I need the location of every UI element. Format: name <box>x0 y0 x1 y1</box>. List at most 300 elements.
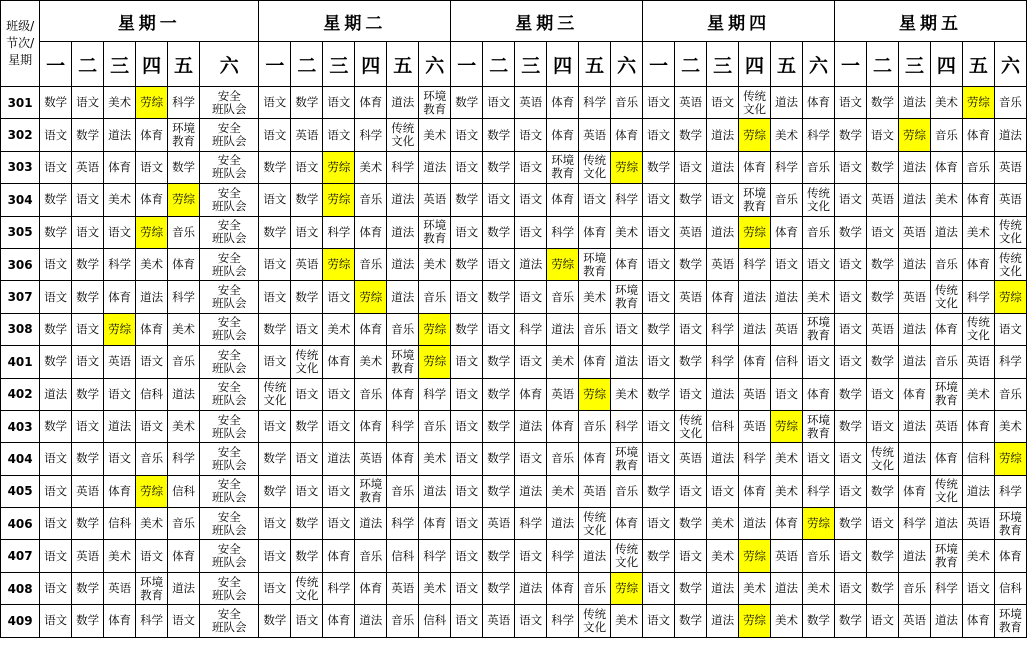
table-row <box>1 248 1027 280</box>
subject-cell: 英语 <box>72 151 104 183</box>
subject-cell: 体育 <box>136 184 168 216</box>
subject-cell: 语文 <box>867 605 899 637</box>
subject-cell: 语文 <box>136 410 168 442</box>
subject-cell: 劳综 <box>136 87 168 119</box>
subject-cell: 劳综 <box>898 119 930 151</box>
subject-cell: 美术 <box>419 248 451 280</box>
subject-cell: 数学 <box>72 443 104 475</box>
subject-cell: 科学 <box>803 119 835 151</box>
class-number: 305 <box>1 216 40 248</box>
subject-cell: 语文 <box>771 378 803 410</box>
subject-cell: 体育 <box>579 443 611 475</box>
subject-cell: 语文 <box>259 508 291 540</box>
subject-cell: 美术 <box>419 572 451 604</box>
period-header: 一 <box>259 42 291 87</box>
subject-cell: 语文 <box>643 87 675 119</box>
subject-cell: 语文 <box>136 540 168 572</box>
subject-cell: 数学 <box>643 313 675 345</box>
subject-cell: 语文 <box>643 572 675 604</box>
subject-cell: 语文 <box>40 151 72 183</box>
period-header: 五 <box>387 42 419 87</box>
subject-cell: 英语 <box>675 216 707 248</box>
subject-cell: 数学 <box>40 216 72 248</box>
subject-cell: 音乐 <box>355 248 387 280</box>
subject-cell: 语文 <box>104 443 136 475</box>
subject-cell: 体育 <box>547 119 579 151</box>
subject-cell: 语文 <box>451 605 483 637</box>
period-header: 六 <box>200 42 259 87</box>
subject-cell: 语文 <box>104 216 136 248</box>
subject-cell: 科学 <box>739 443 771 475</box>
subject-cell: 语文 <box>451 540 483 572</box>
subject-cell: 数学 <box>675 119 707 151</box>
subject-cell: 数学 <box>291 87 323 119</box>
subject-cell: 音乐 <box>547 443 579 475</box>
subject-cell: 音乐 <box>803 216 835 248</box>
period-header: 三 <box>898 42 930 87</box>
subject-cell: 语文 <box>579 184 611 216</box>
period-header-row <box>1 42 1027 87</box>
subject-cell: 语文 <box>803 443 835 475</box>
subject-cell: 语文 <box>707 184 739 216</box>
subject-cell: 体育 <box>168 540 200 572</box>
period-header: 四 <box>930 42 962 87</box>
subject-cell: 科学 <box>547 216 579 248</box>
subject-cell: 劳综 <box>579 378 611 410</box>
day-header-row <box>1 1 1027 42</box>
subject-cell: 语文 <box>291 313 323 345</box>
subject-cell: 语文 <box>72 346 104 378</box>
subject-cell: 语文 <box>803 248 835 280</box>
period-header: 三 <box>323 42 355 87</box>
subject-cell: 英语 <box>355 443 387 475</box>
subject-cell: 语文 <box>259 248 291 280</box>
subject-cell: 体育 <box>323 605 355 637</box>
class-number: 304 <box>1 184 40 216</box>
subject-cell: 数学 <box>835 605 867 637</box>
subject-cell: 语文 <box>259 346 291 378</box>
subject-cell: 语文 <box>451 572 483 604</box>
period-header: 三 <box>515 42 547 87</box>
subject-cell: 语文 <box>40 281 72 313</box>
subject-cell: 语文 <box>675 540 707 572</box>
subject-cell: 语文 <box>803 346 835 378</box>
subject-cell: 科学 <box>168 443 200 475</box>
subject-cell: 语文 <box>707 87 739 119</box>
subject-cell: 英语 <box>994 184 1026 216</box>
subject-cell: 道法 <box>739 313 771 345</box>
subject-cell: 数学 <box>483 572 515 604</box>
subject-cell: 语文 <box>40 508 72 540</box>
table-row <box>1 378 1027 410</box>
day-header: 星期三 <box>451 1 643 42</box>
subject-cell: 科学 <box>739 248 771 280</box>
subject-cell: 安全 班队会 <box>200 346 259 378</box>
subject-cell: 英语 <box>867 313 899 345</box>
subject-cell: 语文 <box>451 216 483 248</box>
subject-cell: 科学 <box>515 313 547 345</box>
subject-cell: 信科 <box>962 443 994 475</box>
subject-cell: 音乐 <box>930 346 962 378</box>
subject-cell: 科学 <box>419 378 451 410</box>
table-row <box>1 313 1027 345</box>
subject-cell: 体育 <box>579 216 611 248</box>
subject-cell: 语文 <box>259 572 291 604</box>
subject-cell: 科学 <box>355 119 387 151</box>
subject-cell: 英语 <box>962 508 994 540</box>
subject-cell: 语文 <box>259 540 291 572</box>
subject-cell: 数学 <box>867 346 899 378</box>
table-row <box>1 443 1027 475</box>
subject-cell: 传统 文化 <box>930 281 962 313</box>
subject-cell: 语文 <box>707 475 739 507</box>
subject-cell: 数学 <box>675 572 707 604</box>
subject-cell: 数学 <box>291 508 323 540</box>
subject-cell: 语文 <box>259 410 291 442</box>
subject-cell: 信科 <box>419 605 451 637</box>
subject-cell: 数学 <box>675 605 707 637</box>
subject-cell: 体育 <box>104 281 136 313</box>
subject-cell: 英语 <box>675 443 707 475</box>
subject-cell: 英语 <box>104 572 136 604</box>
subject-cell: 语文 <box>291 216 323 248</box>
subject-cell: 体育 <box>803 87 835 119</box>
subject-cell: 美术 <box>771 605 803 637</box>
subject-cell: 传统 文化 <box>867 443 899 475</box>
subject-cell: 音乐 <box>611 87 643 119</box>
subject-cell: 环境 教育 <box>803 313 835 345</box>
subject-cell: 科学 <box>419 540 451 572</box>
subject-cell: 劳综 <box>104 313 136 345</box>
subject-cell: 道法 <box>168 378 200 410</box>
subject-cell: 道法 <box>994 119 1026 151</box>
subject-cell: 体育 <box>104 151 136 183</box>
subject-cell: 体育 <box>419 508 451 540</box>
subject-cell: 音乐 <box>168 508 200 540</box>
subject-cell: 音乐 <box>387 605 419 637</box>
subject-cell: 劳综 <box>611 151 643 183</box>
subject-cell: 数学 <box>40 410 72 442</box>
subject-cell: 英语 <box>579 475 611 507</box>
subject-cell: 体育 <box>611 119 643 151</box>
subject-cell: 环境 教育 <box>930 540 962 572</box>
subject-cell: 体育 <box>387 443 419 475</box>
subject-cell: 数学 <box>643 151 675 183</box>
subject-cell: 劳综 <box>771 410 803 442</box>
subject-cell: 信科 <box>387 540 419 572</box>
subject-cell: 语文 <box>867 378 899 410</box>
subject-cell: 科学 <box>579 87 611 119</box>
period-header: 一 <box>835 42 867 87</box>
subject-cell: 科学 <box>168 87 200 119</box>
subject-cell: 数学 <box>72 378 104 410</box>
subject-cell: 数学 <box>451 87 483 119</box>
period-header: 四 <box>355 42 387 87</box>
subject-cell: 体育 <box>898 378 930 410</box>
subject-cell: 美术 <box>739 572 771 604</box>
subject-cell: 信科 <box>994 572 1026 604</box>
subject-cell: 数学 <box>483 410 515 442</box>
subject-cell: 数学 <box>259 605 291 637</box>
subject-cell: 英语 <box>739 410 771 442</box>
subject-cell: 语文 <box>835 475 867 507</box>
subject-cell: 语文 <box>451 443 483 475</box>
subject-cell: 美术 <box>168 313 200 345</box>
subject-cell: 传统 文化 <box>739 87 771 119</box>
subject-cell: 音乐 <box>355 378 387 410</box>
subject-cell: 道法 <box>547 508 579 540</box>
subject-cell: 环境 教育 <box>419 216 451 248</box>
subject-cell: 科学 <box>104 248 136 280</box>
class-number: 405 <box>1 475 40 507</box>
subject-cell: 美术 <box>962 540 994 572</box>
subject-cell: 语文 <box>40 572 72 604</box>
subject-cell: 劳综 <box>168 184 200 216</box>
subject-cell: 信科 <box>771 346 803 378</box>
subject-cell: 语文 <box>515 119 547 151</box>
period-header: 三 <box>707 42 739 87</box>
subject-cell: 语文 <box>675 151 707 183</box>
subject-cell: 数学 <box>483 119 515 151</box>
subject-cell: 体育 <box>739 475 771 507</box>
subject-cell: 美术 <box>419 443 451 475</box>
subject-cell: 美术 <box>419 119 451 151</box>
subject-cell: 数学 <box>867 248 899 280</box>
subject-cell: 数学 <box>867 572 899 604</box>
subject-cell: 音乐 <box>168 216 200 248</box>
subject-cell: 美术 <box>803 572 835 604</box>
subject-cell: 英语 <box>547 378 579 410</box>
subject-cell: 数学 <box>643 475 675 507</box>
period-header: 六 <box>994 42 1026 87</box>
subject-cell: 语文 <box>291 378 323 410</box>
subject-cell: 道法 <box>707 216 739 248</box>
subject-cell: 美术 <box>547 475 579 507</box>
subject-cell: 音乐 <box>355 184 387 216</box>
subject-cell: 语文 <box>515 443 547 475</box>
period-header: 五 <box>962 42 994 87</box>
subject-cell: 环境 教育 <box>579 248 611 280</box>
subject-cell: 劳综 <box>962 87 994 119</box>
class-number: 406 <box>1 508 40 540</box>
subject-cell: 环境 教育 <box>168 119 200 151</box>
period-header: 六 <box>419 42 451 87</box>
subject-cell: 体育 <box>104 605 136 637</box>
subject-cell: 体育 <box>707 281 739 313</box>
subject-cell: 数学 <box>291 540 323 572</box>
subject-cell: 语文 <box>643 184 675 216</box>
subject-cell: 道法 <box>739 508 771 540</box>
subject-cell: 语文 <box>72 216 104 248</box>
subject-cell: 科学 <box>136 605 168 637</box>
class-number: 401 <box>1 346 40 378</box>
subject-cell: 美术 <box>104 540 136 572</box>
period-header: 二 <box>675 42 707 87</box>
subject-cell: 信科 <box>136 378 168 410</box>
day-header: 星期一 <box>40 1 259 42</box>
subject-cell: 音乐 <box>547 281 579 313</box>
subject-cell: 道法 <box>771 572 803 604</box>
subject-cell: 语文 <box>643 119 675 151</box>
subject-cell: 语文 <box>72 87 104 119</box>
subject-cell: 语文 <box>643 443 675 475</box>
subject-cell: 体育 <box>962 410 994 442</box>
subject-cell: 数学 <box>259 475 291 507</box>
subject-cell: 数学 <box>483 443 515 475</box>
subject-cell: 语文 <box>675 313 707 345</box>
class-number: 301 <box>1 87 40 119</box>
subject-cell: 英语 <box>739 378 771 410</box>
subject-cell: 美术 <box>771 119 803 151</box>
period-header: 三 <box>104 42 136 87</box>
subject-cell: 数学 <box>867 475 899 507</box>
subject-cell: 语文 <box>867 410 899 442</box>
subject-cell: 数学 <box>675 508 707 540</box>
subject-cell: 劳综 <box>136 475 168 507</box>
subject-cell: 语文 <box>643 248 675 280</box>
class-number: 404 <box>1 443 40 475</box>
subject-cell: 传统 文化 <box>803 184 835 216</box>
subject-cell: 美术 <box>994 410 1026 442</box>
table-row <box>1 410 1027 442</box>
period-header: 六 <box>611 42 643 87</box>
subject-cell: 数学 <box>483 151 515 183</box>
subject-cell: 科学 <box>803 475 835 507</box>
subject-cell: 劳综 <box>547 248 579 280</box>
subject-cell: 道法 <box>515 248 547 280</box>
subject-cell: 语文 <box>643 605 675 637</box>
subject-cell: 科学 <box>387 508 419 540</box>
subject-cell: 语文 <box>323 281 355 313</box>
subject-cell: 道法 <box>611 346 643 378</box>
subject-cell: 数学 <box>835 378 867 410</box>
subject-cell: 语文 <box>643 281 675 313</box>
subject-cell: 环境 教育 <box>611 443 643 475</box>
subject-cell: 语文 <box>40 443 72 475</box>
subject-cell: 环境 教育 <box>803 410 835 442</box>
subject-cell: 语文 <box>835 87 867 119</box>
subject-cell: 道法 <box>387 216 419 248</box>
subject-cell: 语文 <box>323 475 355 507</box>
subject-cell: 语文 <box>771 248 803 280</box>
period-header: 二 <box>72 42 104 87</box>
subject-cell: 道法 <box>707 443 739 475</box>
subject-cell: 音乐 <box>579 410 611 442</box>
subject-cell: 语文 <box>259 281 291 313</box>
subject-cell: 传统 文化 <box>579 605 611 637</box>
subject-cell: 安全 班队会 <box>200 475 259 507</box>
subject-cell: 数学 <box>835 508 867 540</box>
subject-cell: 语文 <box>40 248 72 280</box>
subject-cell: 体育 <box>930 443 962 475</box>
subject-cell: 科学 <box>898 508 930 540</box>
subject-cell: 科学 <box>611 184 643 216</box>
period-header: 一 <box>40 42 72 87</box>
subject-cell: 英语 <box>898 216 930 248</box>
subject-cell: 体育 <box>930 313 962 345</box>
subject-cell: 数学 <box>168 151 200 183</box>
subject-cell: 道法 <box>104 119 136 151</box>
subject-cell: 传统 文化 <box>611 540 643 572</box>
subject-cell: 劳综 <box>419 346 451 378</box>
subject-cell: 英语 <box>675 87 707 119</box>
subject-cell: 语文 <box>291 151 323 183</box>
subject-cell: 环境 教育 <box>136 572 168 604</box>
subject-cell: 传统 文化 <box>291 346 323 378</box>
subject-cell: 音乐 <box>355 540 387 572</box>
subject-cell: 道法 <box>355 508 387 540</box>
subject-cell: 信科 <box>707 410 739 442</box>
subject-cell: 体育 <box>515 378 547 410</box>
subject-cell: 音乐 <box>803 540 835 572</box>
subject-cell: 传统 文化 <box>291 572 323 604</box>
subject-cell: 安全 班队会 <box>200 540 259 572</box>
subject-cell: 道法 <box>771 87 803 119</box>
subject-cell: 语文 <box>451 151 483 183</box>
subject-cell: 道法 <box>707 119 739 151</box>
subject-cell: 语文 <box>515 281 547 313</box>
subject-cell: 传统 文化 <box>387 119 419 151</box>
subject-cell: 道法 <box>930 508 962 540</box>
subject-cell: 安全 班队会 <box>200 410 259 442</box>
subject-cell: 道法 <box>419 475 451 507</box>
subject-cell: 道法 <box>898 540 930 572</box>
subject-cell: 体育 <box>387 378 419 410</box>
subject-cell: 劳综 <box>994 281 1026 313</box>
subject-cell: 音乐 <box>419 281 451 313</box>
subject-cell: 语文 <box>515 184 547 216</box>
subject-cell: 英语 <box>707 248 739 280</box>
subject-cell: 语文 <box>451 475 483 507</box>
subject-cell: 科学 <box>387 410 419 442</box>
subject-cell: 音乐 <box>994 87 1026 119</box>
subject-cell: 道法 <box>707 378 739 410</box>
subject-cell: 语文 <box>483 313 515 345</box>
period-header: 四 <box>136 42 168 87</box>
subject-cell: 科学 <box>323 216 355 248</box>
subject-cell: 英语 <box>930 410 962 442</box>
subject-cell: 传统 文化 <box>675 410 707 442</box>
table-row <box>1 540 1027 572</box>
subject-cell: 信科 <box>168 475 200 507</box>
subject-cell: 数学 <box>259 216 291 248</box>
subject-cell: 语文 <box>962 572 994 604</box>
period-header: 五 <box>579 42 611 87</box>
subject-cell: 安全 班队会 <box>200 378 259 410</box>
subject-cell: 美术 <box>355 346 387 378</box>
subject-cell: 英语 <box>898 605 930 637</box>
subject-cell: 数学 <box>40 184 72 216</box>
subject-cell: 体育 <box>962 184 994 216</box>
subject-cell: 语文 <box>835 540 867 572</box>
subject-cell: 道法 <box>930 216 962 248</box>
subject-cell: 美术 <box>104 184 136 216</box>
subject-cell: 体育 <box>168 248 200 280</box>
subject-cell: 英语 <box>675 281 707 313</box>
subject-cell: 信科 <box>104 508 136 540</box>
subject-cell: 数学 <box>867 540 899 572</box>
subject-cell: 劳综 <box>611 572 643 604</box>
table-row <box>1 151 1027 183</box>
subject-cell: 美术 <box>930 184 962 216</box>
subject-cell: 语文 <box>835 248 867 280</box>
subject-cell: 语文 <box>611 313 643 345</box>
subject-cell: 道法 <box>898 248 930 280</box>
subject-cell: 道法 <box>898 410 930 442</box>
subject-cell: 传统 文化 <box>994 216 1026 248</box>
subject-cell: 道法 <box>930 605 962 637</box>
subject-cell: 数学 <box>483 281 515 313</box>
